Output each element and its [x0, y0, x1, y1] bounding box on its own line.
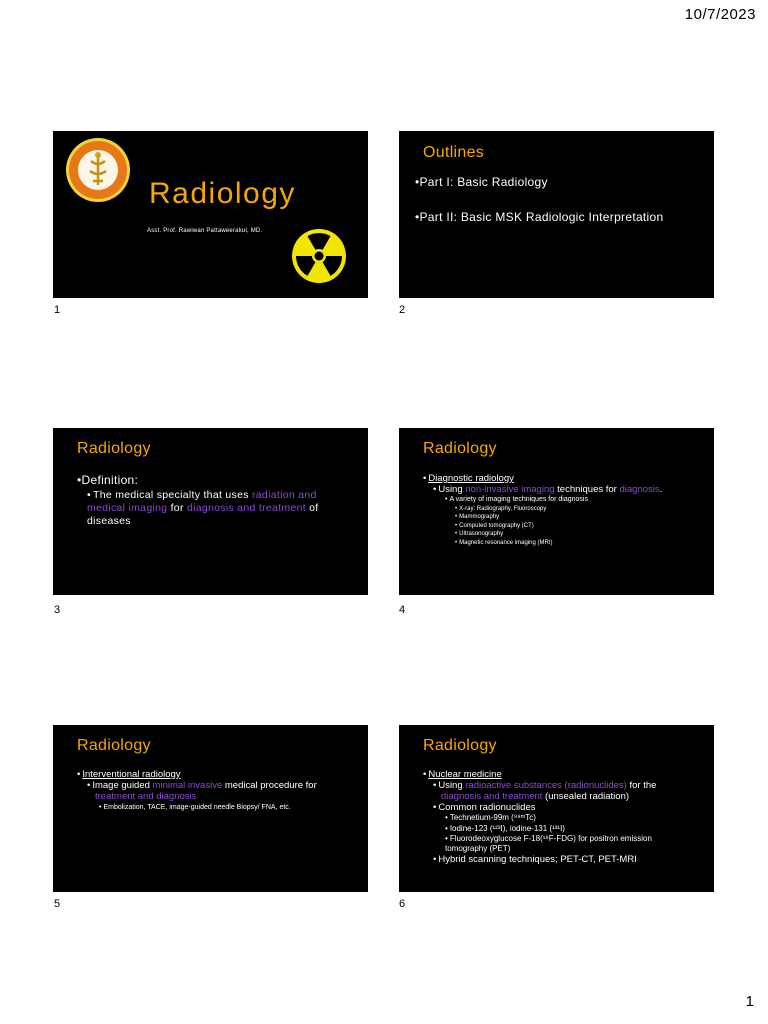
slide-number: 3: [54, 604, 61, 616]
slide-2[interactable]: [399, 131, 714, 298]
list-item: • Fluorodeoxyglucose F-18(¹⁸F-FDG) for positron emission tomography (PET): [423, 834, 705, 854]
slide-6[interactable]: [399, 725, 714, 892]
slide-number: 6: [399, 898, 406, 910]
slide-number: 2: [399, 304, 406, 316]
slide-number: 5: [54, 898, 61, 910]
list-item: • X-ray: Radiography, Fluoroscopy: [423, 505, 703, 514]
bullet-item: •Part I: Basic Radiology: [415, 175, 548, 189]
list-item: • Mammography: [423, 513, 703, 522]
radiation-hazard-icon: [291, 228, 347, 289]
slide-number: 4: [399, 604, 406, 616]
slide-3[interactable]: [53, 428, 368, 595]
bullet-item: •Part II: Basic MSK Radiologic Interpretation: [415, 210, 664, 224]
deck-title: Radiology: [149, 177, 296, 210]
slide-title: Outlines: [423, 144, 485, 161]
slide-4[interactable]: [399, 428, 714, 595]
list-item: • Iodine-123 (¹²³I), iodine-131 (¹³¹I): [423, 824, 705, 835]
list-item: • Ultrasonography: [423, 530, 703, 539]
print-date: 10/7/2023: [684, 6, 756, 23]
list-item: • Magnetic resonance imaging (MRI): [423, 539, 703, 548]
bullet-l3: • A variety of imaging techniques for diagnosis: [423, 495, 703, 505]
definition-text: • The medical specialty that uses radiation and medical imaging for diagnosis and treatment of diseases: [87, 489, 337, 528]
bullet-l2: • Hybrid scanning techniques; PET-CT, PET-MRI: [423, 854, 705, 865]
bullet-l1: • Nuclear medicine: [423, 769, 705, 780]
bullet-l2: • Image guided minimal invasive medical procedure for treatment and diagnosis: [77, 780, 357, 802]
bullet-l1: • Diagnostic radiology: [423, 473, 703, 484]
list-item: • Technetium-99m (⁹⁹ᵐTc): [423, 813, 705, 824]
bullet-l3: • Embolization, TACE, image-guided needle Biopsy/ FNA, etc.: [77, 803, 357, 813]
bullet-l2: • Using non-invasive imaging techniques for diagnosis.: [423, 484, 703, 495]
slide-5[interactable]: [53, 725, 368, 892]
definition-label: •Definition:: [77, 473, 139, 487]
university-seal-icon: [65, 137, 131, 208]
bullet-l2: • Common radionuclides: [423, 802, 705, 813]
list-item: • Computed tomography (CT): [423, 522, 703, 531]
slide-number: 1: [54, 304, 61, 316]
page-number: 1: [745, 993, 754, 1010]
slide-title: Radiology: [77, 440, 151, 457]
slide-title: Radiology: [423, 440, 497, 457]
author-line: Asst. Prof. Rawiwan Pattaweerakul, MD.: [147, 228, 263, 234]
slide-title: Radiology: [77, 737, 151, 754]
slide-title: Radiology: [423, 737, 497, 754]
bullet-l1: • Interventional radiology: [77, 769, 357, 780]
slide-1[interactable]: [53, 131, 368, 298]
bullet-l2: • Using radioactive substances (radionuclides) for the diagnosis and treatment (unsealed radiation): [423, 780, 705, 802]
